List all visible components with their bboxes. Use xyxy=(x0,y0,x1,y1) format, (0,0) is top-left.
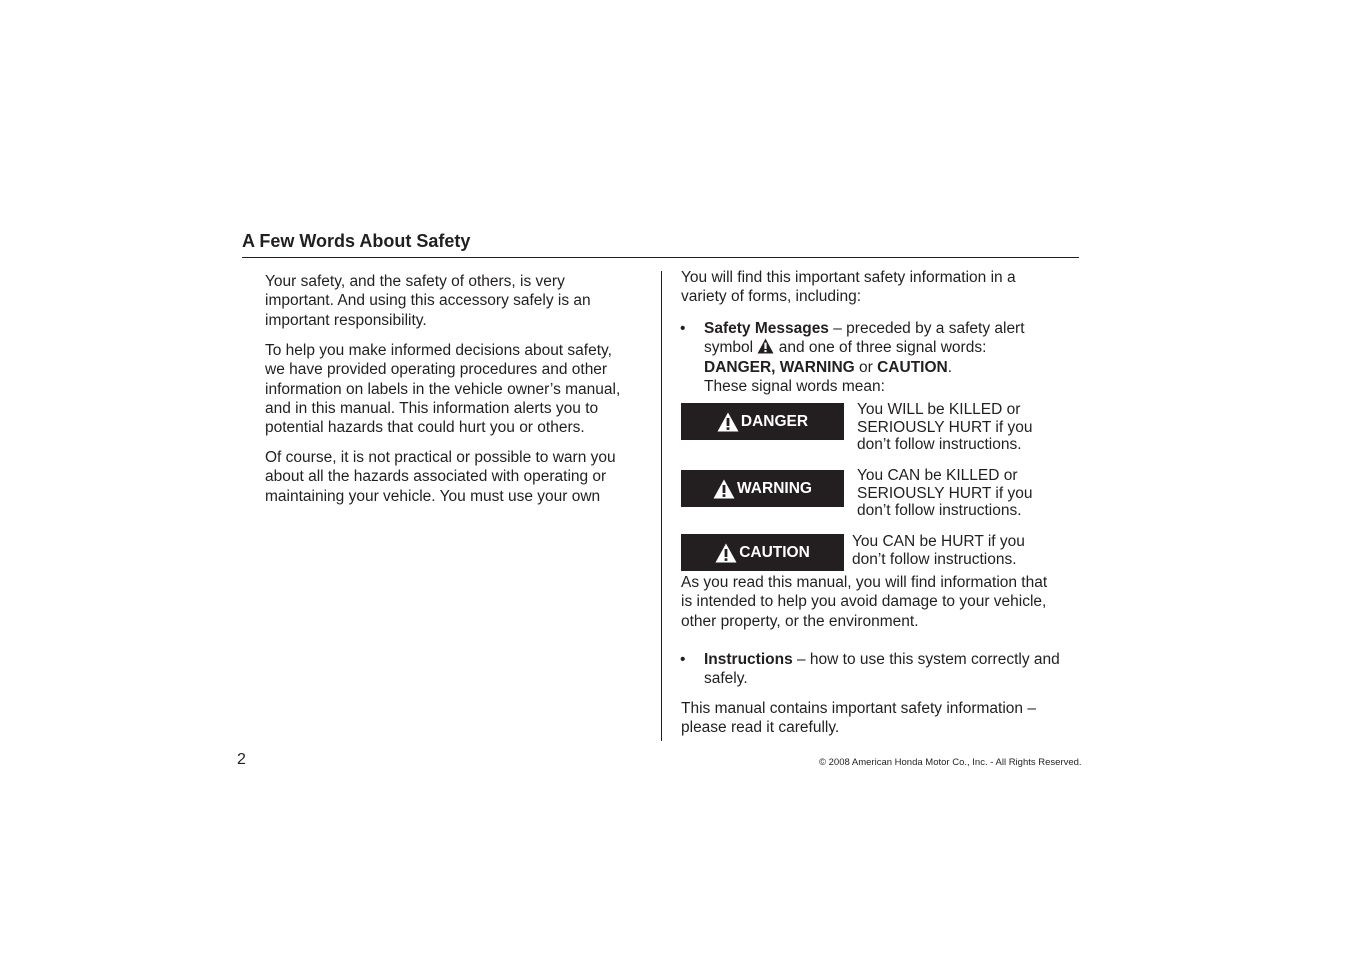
forms-intro-paragraph: You will find this important safety information in a variety of forms, including: xyxy=(681,269,1016,306)
warning-triangle-icon xyxy=(715,543,737,563)
warning-triangle-icon xyxy=(757,338,774,354)
instructions-text: – how to use this system correctly and safely. xyxy=(704,651,1060,688)
signal-words-or: or xyxy=(854,358,878,376)
danger-label xyxy=(681,403,844,440)
page-number: 2 xyxy=(237,751,246,768)
damage-note-paragraph: As you read this manual, you will find information that is intended to help you avoid damage to your vehicle, other property, or the environment. xyxy=(681,574,1048,630)
hazards-paragraph: Of course, it is not practical or possible to warn you about all the hazards associated with operating or maintaining your vehicle. You must use your own xyxy=(265,449,616,505)
safety-messages-term: Safety Messages xyxy=(704,320,829,337)
closing-paragraph: This manual contains important safety information – please read it carefully. xyxy=(681,700,1036,737)
danger-description: You WILL be KILLED or SERIOUSLY HURT if you don’t follow instructions. xyxy=(857,401,1033,453)
signal-words-bold-1: DANGER, WARNING xyxy=(704,358,855,376)
page-title: A Few Words About Safety xyxy=(242,231,471,251)
intro-paragraph: Your safety, and the safety of others, is very important. And using this accessory safely is an important responsibility. xyxy=(265,273,591,329)
bullet-safety-messages: • xyxy=(680,320,686,337)
informed-decisions-paragraph: To help you make informed decisions about safety, we have provided operating procedures and other information on labels in the vehicle owner’s manual, and in this manual. This information alerts you to potential hazards that could hurt you or others. xyxy=(265,342,621,437)
bullet-instructions: • xyxy=(680,651,686,668)
warning-word: WARNING xyxy=(737,479,812,497)
danger-word: DANGER xyxy=(740,412,809,430)
column-divider xyxy=(661,271,662,741)
copyright-notice: © 2008 American Honda Motor Co., Inc. - All Rights Reserved. xyxy=(819,757,1082,768)
warning-label xyxy=(681,470,844,507)
caution-description: You CAN be HURT if you don’t follow instructions. xyxy=(852,533,1025,568)
signal-words-bold-2: CAUTION xyxy=(877,358,948,376)
safety-messages-text-b: and one of three signal words: xyxy=(774,339,987,357)
signal-words-meaning: These signal words mean: xyxy=(704,377,885,395)
safety-messages-text-a: – preceded by a safety alert symbol xyxy=(704,320,1025,357)
warning-triangle-icon xyxy=(713,479,735,499)
title-rule xyxy=(242,257,1079,258)
instructions-term: Instructions xyxy=(704,651,793,668)
signal-words-end: . xyxy=(947,358,953,376)
warning-triangle-icon xyxy=(717,412,739,432)
instructions-item xyxy=(704,650,1064,689)
safety-messages-item xyxy=(704,319,1064,396)
caution-word: CAUTION xyxy=(739,543,810,561)
caution-label xyxy=(681,534,844,571)
warning-description: You CAN be KILLED or SERIOUSLY HURT if you don’t follow instructions. xyxy=(857,467,1033,519)
